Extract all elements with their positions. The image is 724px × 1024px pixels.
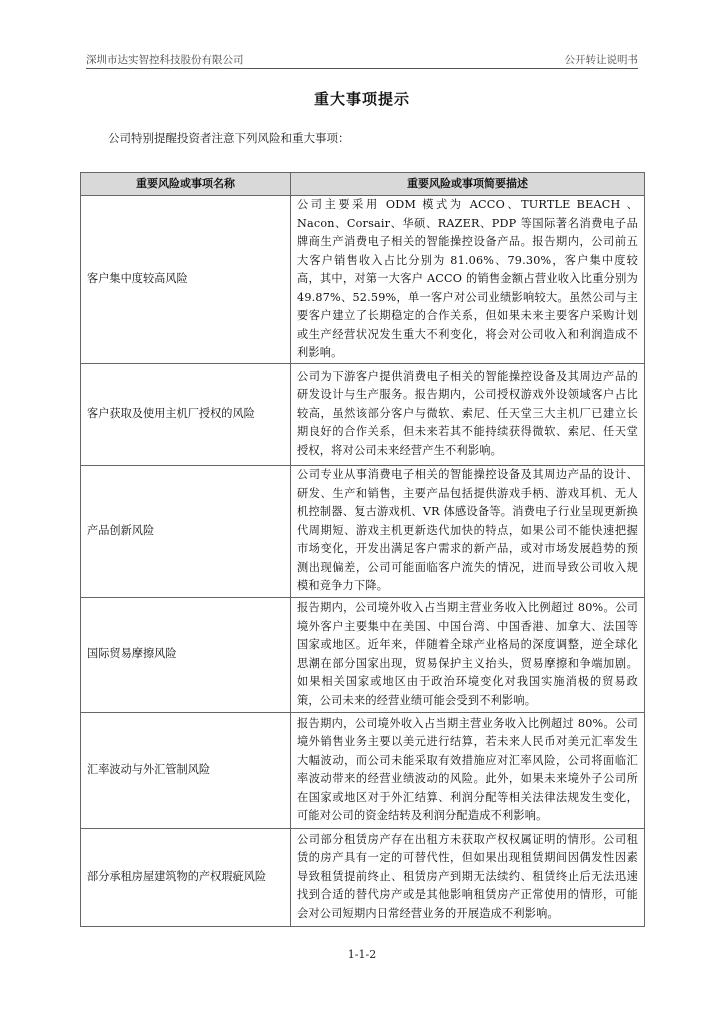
- table-row: [81, 196, 645, 364]
- intro-text: 公司特别提醒投资者注意下列风险和重大事项：: [108, 131, 350, 145]
- page-title: 重大事项提示: [313, 90, 410, 108]
- column-header-description: 重要风险或事项简要描述: [291, 173, 645, 196]
- header-document-type: 公开转让说明书: [564, 54, 638, 66]
- risk-description: 报告期内，公司境外收入占当期主营业务收入比例超过 80%。公司境外客户主要集中在美国、中国台湾、中国香港、加拿大、法国等国家或地区。近年来，伴随着全球产业格局的深度调整，逆全球化思潮在部分国家出现，贸易保护主义抬头，贸易摩擦和争端加剧。如果相关国家或地区由于政治环境变化对我国实施消极的贸易政策，公司未来的经营业绩可能会受到不利影响。: [291, 597, 645, 712]
- header-company-name: 深圳市达实智控科技股份有限公司: [86, 54, 244, 66]
- risk-name: 产品创新风险: [81, 465, 291, 597]
- table-row: [81, 712, 645, 828]
- risk-description: 公司为下游客户提供消费电子相关的智能操控设备及其周边产品的研发设计与生产服务。报告期内，公司授权游戏外设领域客户占比较高，虽然该部分客户与微软、索尼、任天堂三大主机厂已建立长期良好的合作关系，但未来若其不能持续获得微软、索尼、任天堂授权，将对公司未来经营产生不利影响。: [291, 363, 645, 465]
- risk-name: 国际贸易摩擦风险: [81, 597, 291, 712]
- risk-description: 公司主要采用 ODM 模式为 ACCO、TURTLE BEACH 、Nacon、Corsair、华硕、RAZER、PDP 等国际著名消费电子品牌商生产消费电子相关的智能操控设备产品。报告期内，公司前五大客户销售收入占比分别为 81.06%、79.30%，客户集中度较高，其中，对第一大客户 ACCO 的销售金额占营业收入比重分别为 49.87%、52.59%，单一客户对公司业绩影响较大。虽然公司与主要客户建立了长期稳定的合作关系，但如果未来主要客户采购计划或生产经营状况发生重大不利变化，将会对公司收入和利润造成不利影响。: [291, 196, 645, 364]
- page-number: 1-1-2: [347, 948, 377, 961]
- risk-name: 汇率波动与外汇管制风险: [81, 712, 291, 828]
- risk-name: 部分承租房屋建筑物的产权瑕疵风险: [81, 828, 291, 926]
- risk-name: 客户获取及使用主机厂授权的风险: [81, 363, 291, 465]
- column-header-name: 重要风险或事项名称: [81, 173, 291, 196]
- table-header-row: [81, 173, 645, 196]
- table-row: [81, 828, 645, 926]
- table-row: [81, 465, 645, 597]
- page-header: [86, 50, 638, 69]
- risk-description: 报告期内，公司境外收入占当期主营业务收入比例超过 80%。公司境外销售业务主要以美元进行结算，若未来人民币对美元汇率发生大幅波动，而公司未能采取有效措施应对汇率风险，公司将面临汇率波动带来的经营业绩波动的风险。此外，如果未来境外子公司所在国家或地区对于外汇结算、利润分配等相关法律法规发生变化，可能对公司的资金结转及利润分配造成不利影响。: [291, 712, 645, 828]
- risk-name: 客户集中度较高风险: [81, 196, 291, 364]
- table-row: [81, 597, 645, 712]
- risk-description: 公司部分租赁房产存在出租方未获取产权权属证明的情形。公司租赁的房产具有一定的可替代性，但如果出现租赁期间因偶发性因素导致租赁提前终止、租赁房产到期无法续约、租赁终止后无法迅速找到合适的替代房产或是其他影响租赁房产正常使用的情形，可能会对公司短期内日常经营业务的开展造成不利影响。: [291, 828, 645, 926]
- risk-table: [80, 172, 645, 927]
- risk-description: 公司专业从事消费电子相关的智能操控设备及其周边产品的设计、研发、生产和销售，主要产品包括提供游戏手柄、游戏耳机、无人机控制器、复古游戏机、VR 体感设备等。消费电子行业呈现更新换代周期短、游戏主机更新迭代加快的特点，如果公司不能快速把握市场变化，开发出满足客户需求的新产品，或对市场发展趋势的预测出现偏差，公司可能面临客户流失的情况，进而导致公司收入规模和竞争力下降。: [291, 465, 645, 597]
- table-row: [81, 363, 645, 465]
